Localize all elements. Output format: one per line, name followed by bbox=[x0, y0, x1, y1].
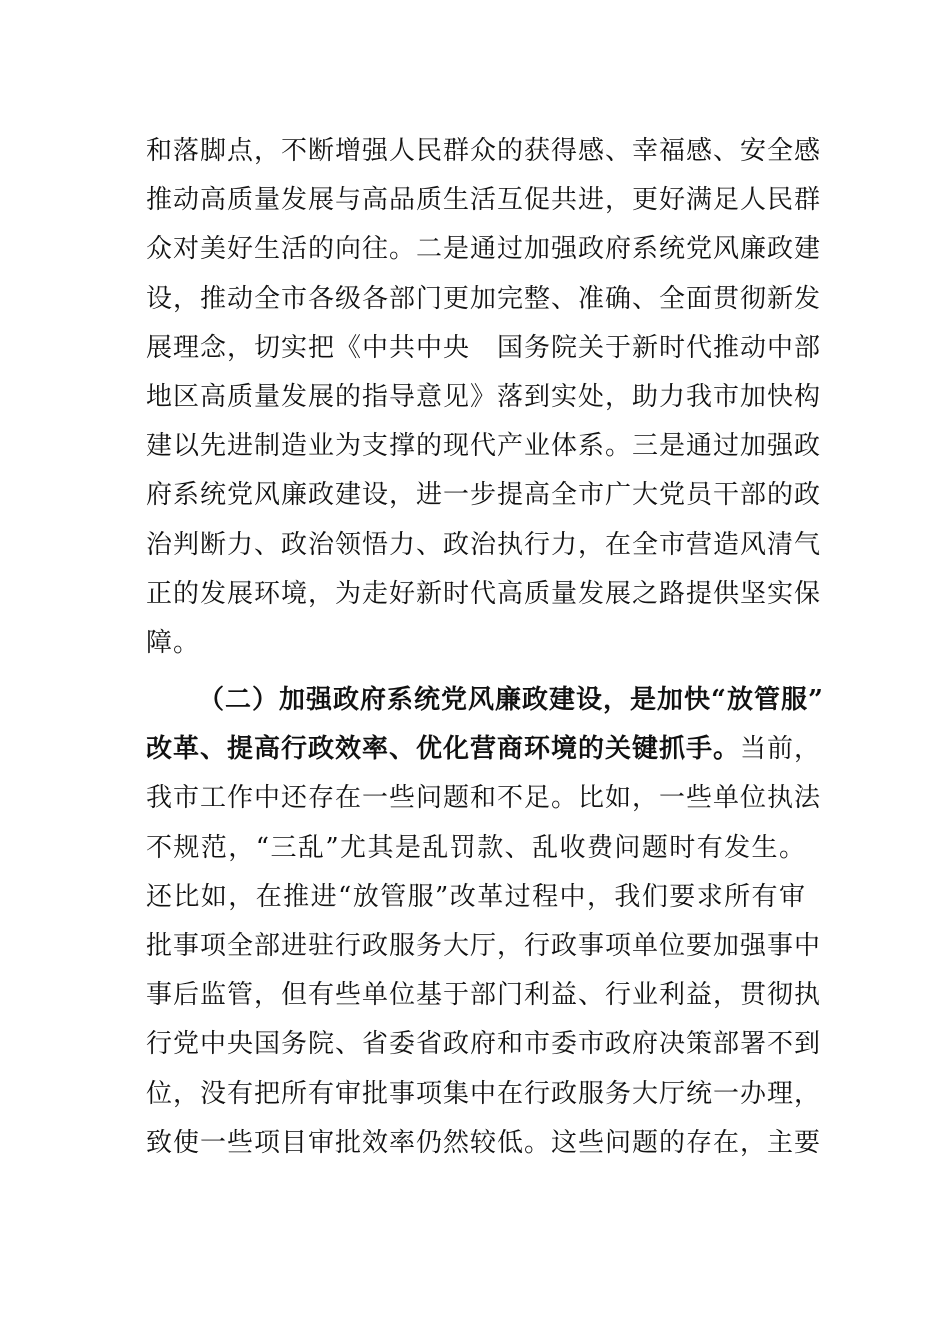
heading-bold-text: 改革、提高行政效率、优化营商环境的关键抓手。 bbox=[146, 734, 741, 765]
text-line: 正的发展环境，为走好新时代高质量发展之路提供坚实保 bbox=[146, 578, 822, 609]
section-heading: （二）加强政府系统党风廉政建设，是加快“放管服” bbox=[198, 685, 824, 716]
text-line: 众对美好生活的向往。二是通过加强政府系统党风廉政建 bbox=[146, 234, 822, 265]
text-line: 障。 bbox=[146, 627, 201, 658]
document-body bbox=[146, 127, 824, 1168]
text-line: 事后监管，但有些单位基于部门利益、行业利益，贯彻执 bbox=[146, 980, 822, 1011]
text-line: 还比如，在推进“放管服”改革过程中，我们要求所有审 bbox=[146, 881, 806, 912]
text-line: 行党中央国务院、省委省政府和市委市政府决策部署不到 bbox=[146, 1029, 822, 1060]
text-line: 府系统党风廉政建设，进一步提高全市广大党员干部的政 bbox=[146, 480, 822, 511]
text-line: 致使一些项目审批效率仍然较低。这些问题的存在，主要 bbox=[146, 1127, 822, 1158]
text-line: 我市工作中还存在一些问题和不足。比如，一些单位执法 bbox=[146, 783, 822, 814]
paragraph-gap bbox=[146, 668, 806, 676]
text-line: 不规范，“三乱”尤其是乱罚款、乱收费问题时有发生。 bbox=[146, 832, 806, 863]
text-line: 位，没有把所有审批事项集中在行政服务大厅统一办理， bbox=[146, 1078, 822, 1109]
text-line: 设，推动全市各级各部门更加完整、准确、全面贯彻新发 bbox=[146, 283, 822, 314]
heading-rest-text: 当前， bbox=[740, 734, 822, 765]
text-line: 地区高质量发展的指导意见》落到实处，助力我市加快构 bbox=[146, 381, 822, 412]
text-line: 展理念，切实把《中共中央 国务院关于新时代推动中部 bbox=[146, 332, 822, 363]
section-heading-continued bbox=[146, 725, 822, 774]
text-line: 批事项全部进驻行政服务大厅，行政事项单位要加强事中 bbox=[146, 931, 822, 961]
text-line: 建以先进制造业为支撑的现代产业体系。三是通过加强政 bbox=[146, 431, 822, 462]
text-line: 推动高质量发展与高品质生活互促共进，更好满足人民群 bbox=[146, 185, 822, 216]
text-line: 治判断力、政治领悟力、政治执行力，在全市营造风清气 bbox=[146, 529, 822, 560]
text-line: 和落脚点，不断增强人民群众的获得感、幸福感、安全感 bbox=[146, 136, 822, 166]
